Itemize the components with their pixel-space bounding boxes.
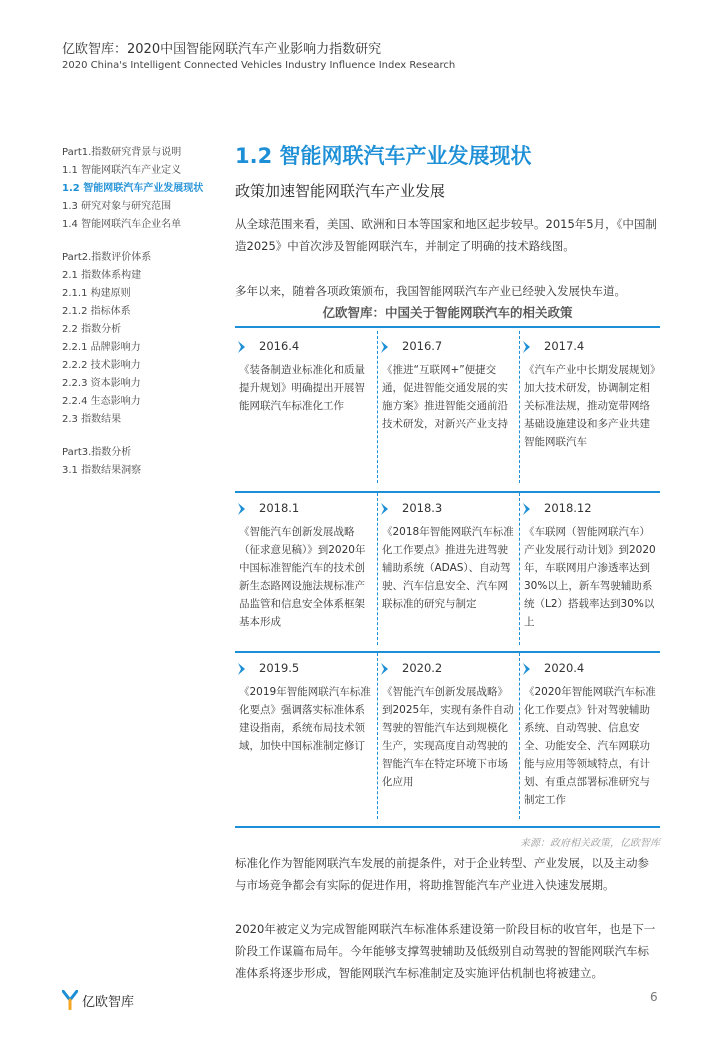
policy-date: 2019.5 bbox=[259, 661, 300, 675]
section-subtitle: 政策加速智能网联汽车产业发展 bbox=[235, 182, 446, 200]
toc-2-2-2[interactable]: 2.2.2 技术影响力 bbox=[62, 360, 141, 371]
toc-2-3[interactable]: 2.3 指数结果 bbox=[62, 414, 122, 425]
policy-date: 2018.12 bbox=[544, 501, 592, 515]
policy-date: 2020.4 bbox=[544, 661, 585, 675]
source-note: 来源：政府相关政策，亿欧智库 bbox=[520, 838, 660, 849]
context-paragraph: 多年以来，随着各项政策颁布，我国智能网联汽车产业已经驶入发展快车道。 bbox=[235, 284, 626, 298]
logo-text: 亿欧智库 bbox=[82, 994, 135, 1010]
toc-1-4[interactable]: 1.4 智能网联汽车企业名单 bbox=[62, 219, 182, 230]
toc-2-2-1[interactable]: 2.2.1 品牌影响力 bbox=[62, 342, 141, 353]
policy-text: 《汽车产业中长期发展规划》加大技术研发，协调制定相关标准法规，推动宽带网络基础设施建设和多产业共建智能网联汽车 bbox=[524, 364, 656, 448]
policy-timeline-grid bbox=[235, 331, 660, 817]
toc-2-2-4[interactable]: 2.2.4 生态影响力 bbox=[62, 396, 141, 407]
chevron-right-icon bbox=[520, 340, 534, 354]
chevron-right-icon bbox=[520, 502, 534, 516]
toc-part3[interactable]: Part3.指数分析 bbox=[62, 447, 132, 458]
table-of-contents bbox=[62, 144, 227, 480]
policy-cell bbox=[519, 331, 660, 483]
policy-table-title: 亿欧智库：中国关于智能网联汽车的相关政策 bbox=[322, 305, 573, 320]
toc-1-1[interactable]: 1.1 智能网联汽车产业定义 bbox=[62, 165, 182, 176]
policy-text: 《2020年智能网联汽车标准化工作要点》针对驾驶辅助系统、自动驾驶、信息安全、功能安全、汽车网联功能与应用等领域特点，有计划、有重点部署标准研究与制定工作 bbox=[524, 686, 656, 806]
toc-2-1-1[interactable]: 2.1.1 构建原则 bbox=[62, 288, 131, 299]
header-subtitle: 2020 China's Intelligent Connected Vehicles Industry Influence Index Research bbox=[62, 60, 456, 71]
chevron-right-icon bbox=[235, 340, 249, 354]
policy-date: 2018.1 bbox=[259, 501, 300, 515]
toc-2-1[interactable]: 2.1 指数体系构建 bbox=[62, 270, 142, 281]
policy-cell bbox=[235, 653, 376, 819]
policy-date: 2017.4 bbox=[544, 339, 585, 353]
toc-part1[interactable]: Part1.指数研究背景与说明 bbox=[62, 147, 182, 158]
policy-text: 《智能汽车创新发展战略（征求意见稿）》到2020年中国标准智能汽车的技术创新生态路网设施法规标准产品监管和信息安全体系框架基本形成 bbox=[239, 526, 366, 628]
intro-paragraph: 从全球范围来看，美国、欧洲和日本等国家和地区起步较早。2015年5月，《中国制造2025》中首次涉及智能网联汽车，并制定了明确的技术路线图。 bbox=[235, 217, 657, 253]
toc-3-1[interactable]: 3.1 指数结果洞察 bbox=[62, 465, 142, 476]
footer-logo bbox=[62, 990, 134, 1010]
policy-cell bbox=[235, 493, 376, 645]
policy-cell bbox=[377, 331, 518, 483]
chevron-right-icon bbox=[378, 340, 392, 354]
chevron-right-icon bbox=[378, 662, 392, 676]
chevron-right-icon bbox=[235, 502, 249, 516]
section-title: 1.2 智能网联汽车产业发展现状 bbox=[235, 144, 532, 168]
page-number: 6 bbox=[650, 990, 658, 1004]
policy-date: 2016.7 bbox=[402, 339, 443, 353]
policy-text: 《2018年智能网联汽车标准化工作要点》推进先进驾驶辅助系统（ADAS）、自动驾驶、汽车信息安全、汽车网联标准的研究与制定 bbox=[382, 526, 514, 610]
toc-2-1-2[interactable]: 2.1.2 指标体系 bbox=[62, 306, 131, 317]
policy-text: 《车联网（智能网联汽车）产业发展行动计划》到2020年，车联网用户渗透率达到30%以上，新车驾驶辅助系统（L2）搭载率达到30%以上 bbox=[524, 526, 656, 628]
yiou-logo-icon bbox=[62, 990, 78, 1010]
chevron-right-icon bbox=[235, 662, 249, 676]
table-bottom-rule bbox=[235, 826, 660, 828]
policy-cell bbox=[519, 493, 660, 645]
policy-row bbox=[235, 331, 660, 483]
header-title: 亿欧智库：2020中国智能网联汽车产业影响力指数研究 bbox=[62, 42, 382, 57]
toc-1-3[interactable]: 1.3 研究对象与研究范围 bbox=[62, 201, 172, 212]
policy-date: 2016.4 bbox=[259, 339, 300, 353]
policy-cell bbox=[377, 493, 518, 645]
toc-2-2[interactable]: 2.2 指数分析 bbox=[62, 324, 122, 335]
policy-date: 2018.3 bbox=[402, 501, 443, 515]
toc-1-2-active[interactable]: 1.2 智能网联汽车产业发展现状 bbox=[62, 183, 204, 194]
standardization-paragraph: 标准化作为智能网联汽车发展的前提条件，对于企业转型、产业发展，以及主动参与市场竞争都会有实际的促进作用，将助推智能汽车产业进入快速发展期。 bbox=[235, 856, 649, 892]
chevron-right-icon bbox=[520, 662, 534, 676]
policy-text: 《2019年智能网联汽车标准化要点》强调落实标准体系建设指南，系统布局技术领域，加快中国标准制定修订 bbox=[239, 686, 371, 752]
policy-text: 《智能汽车创新发展战略》到2025年，实现有条件自动驾驶的智能汽车达到规模化生产，实现高度自动驾驶的智能汽车在特定环境下市场化应用 bbox=[382, 686, 514, 788]
policy-text: 《装备制造业标准化和质量提升规划》明确提出开展智能网联汽车标准化工作 bbox=[239, 364, 365, 412]
table-top-rule bbox=[235, 326, 660, 328]
policy-date: 2020.2 bbox=[402, 661, 443, 675]
policy-row bbox=[235, 651, 660, 819]
policy-cell bbox=[377, 653, 518, 819]
outlook-paragraph: 2020年被定义为完成智能网联汽车标准体系建设第一阶段目标的收官年，也是下一阶段工作谋篇布局年。今年能够支撑驾驶辅助及低级别自动驾驶的智能网联汽车标准体系将逐步形成，智能网联汽车标准制定及实施评估机制也将被建立。 bbox=[235, 922, 656, 980]
policy-row bbox=[235, 491, 660, 645]
policy-text: 《推进“互联网+”便捷交通，促进智能交通发展的实施方案》推进智能交通前沿技术研发，对新兴产业支持 bbox=[382, 364, 508, 430]
toc-part2[interactable]: Part2.指数评价体系 bbox=[62, 252, 152, 263]
policy-cell bbox=[235, 331, 376, 483]
chevron-right-icon bbox=[378, 502, 392, 516]
policy-cell bbox=[519, 653, 660, 819]
toc-2-2-3[interactable]: 2.2.3 资本影响力 bbox=[62, 378, 141, 389]
